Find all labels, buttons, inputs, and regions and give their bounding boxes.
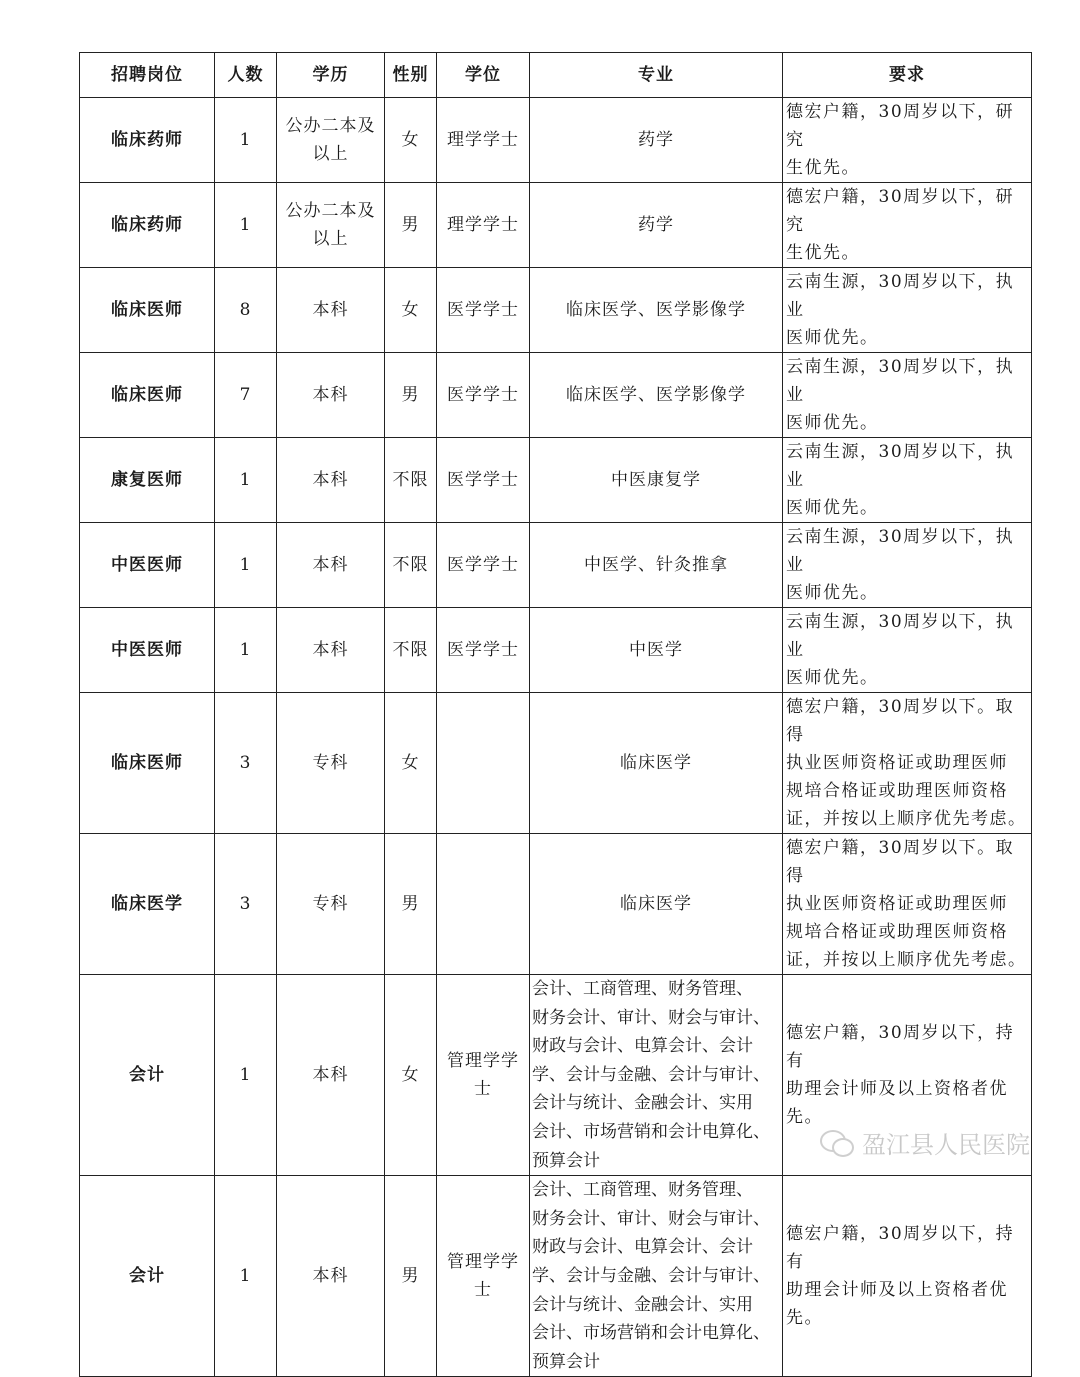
cell-requirement: 云南生源，30周岁以下，执业 医师优先。: [783, 268, 1032, 353]
cell-position: 康复医师: [80, 438, 215, 523]
cell-position: 临床药师: [80, 98, 215, 183]
cell-major: 药学: [530, 98, 783, 183]
cell-degree: 医学学士: [437, 523, 530, 608]
cell-major: 临床医学: [530, 834, 783, 975]
cell-degree: 医学学士: [437, 353, 530, 438]
table-row: [80, 834, 1032, 975]
cell-gender: 不限: [385, 608, 437, 693]
table-row: [80, 353, 1032, 438]
header-education: 学历: [277, 53, 385, 98]
wechat-icon: [820, 1128, 854, 1156]
table-row: [80, 438, 1032, 523]
cell-requirement: 德宏户籍，30周岁以下，持有 助理会计师及以上资格者优 先。: [783, 1176, 1032, 1377]
cell-requirement: 德宏户籍，30周岁以下，持有 助理会计师及以上资格者优 先。: [783, 975, 1032, 1176]
header-major: 专业: [530, 53, 783, 98]
header-gender: 性别: [385, 53, 437, 98]
cell-major: 临床医学、医学影像学: [530, 268, 783, 353]
cell-gender: 男: [385, 353, 437, 438]
cell-education: 本科: [277, 353, 385, 438]
cell-requirement: 德宏户籍，30周岁以下。取得 执业医师资格证或助理医师 规培合格证或助理医师资格 证，并按以上顺序优先考虑。: [783, 834, 1032, 975]
cell-count: 7: [215, 353, 277, 438]
cell-requirement: 德宏户籍，30周岁以下，研究 生优先。: [783, 98, 1032, 183]
watermark: [820, 1124, 1030, 1160]
header-position: 招聘岗位: [80, 53, 215, 98]
cell-gender: 女: [385, 268, 437, 353]
cell-degree: 理学学士: [437, 98, 530, 183]
cell-requirement: 德宏户籍，30周岁以下。取得 执业医师资格证或助理医师 规培合格证或助理医师资格 证，并按以上顺序优先考虑。: [783, 693, 1032, 834]
table-row: [80, 693, 1032, 834]
cell-major: 药学: [530, 183, 783, 268]
cell-major: 会计、工商管理、财务管理、 财务会计、审计、财会与审计、 财政与会计、电算会计、会计 学、会计与金融、会计与审计、 会计与统计、金融会计、实用 会计、市场营销和会计电算化、 预算会计: [530, 975, 783, 1176]
table-header-row: [80, 53, 1032, 98]
cell-major: 临床医学、医学影像学: [530, 353, 783, 438]
cell-degree: [437, 834, 530, 975]
watermark-text: 盈江县人民医院: [862, 1130, 1030, 1159]
header-requirement: 要求: [783, 53, 1032, 98]
cell-gender: 男: [385, 183, 437, 268]
cell-major: 会计、工商管理、财务管理、 财务会计、审计、财会与审计、 财政与会计、电算会计、会计 学、会计与金融、会计与审计、 会计与统计、金融会计、实用 会计、市场营销和会计电算化、 预算会计: [530, 1176, 783, 1377]
cell-position: 中医医师: [80, 523, 215, 608]
cell-education: 本科: [277, 438, 385, 523]
table-row: [80, 523, 1032, 608]
cell-degree: 医学学士: [437, 268, 530, 353]
cell-education: 本科: [277, 975, 385, 1176]
cell-education: 公办二本及 以上: [277, 183, 385, 268]
cell-position: 临床医师: [80, 353, 215, 438]
cell-position: 临床医师: [80, 693, 215, 834]
cell-gender: 男: [385, 834, 437, 975]
cell-education: 本科: [277, 1176, 385, 1377]
table-row: [80, 1176, 1032, 1377]
recruitment-table: [79, 52, 1032, 1377]
cell-education: 专科: [277, 834, 385, 975]
cell-degree: [437, 693, 530, 834]
cell-count: 1: [215, 975, 277, 1176]
cell-education: 公办二本及 以上: [277, 98, 385, 183]
cell-education: 本科: [277, 268, 385, 353]
cell-major: 中医学、针灸推拿: [530, 523, 783, 608]
cell-requirement: 云南生源，30周岁以下，执业 医师优先。: [783, 608, 1032, 693]
table-row: [80, 608, 1032, 693]
cell-major: 临床医学: [530, 693, 783, 834]
cell-position: 临床药师: [80, 183, 215, 268]
cell-count: 1: [215, 608, 277, 693]
cell-count: 3: [215, 834, 277, 975]
cell-degree: 医学学士: [437, 608, 530, 693]
cell-count: 1: [215, 98, 277, 183]
cell-position: 中医医师: [80, 608, 215, 693]
cell-count: 8: [215, 268, 277, 353]
cell-position: 临床医学: [80, 834, 215, 975]
cell-degree: 医学学士: [437, 438, 530, 523]
cell-count: 1: [215, 183, 277, 268]
cell-gender: 女: [385, 975, 437, 1176]
cell-degree: 理学学士: [437, 183, 530, 268]
cell-position: 会计: [80, 1176, 215, 1377]
cell-requirement: 德宏户籍，30周岁以下，研究 生优先。: [783, 183, 1032, 268]
cell-education: 专科: [277, 693, 385, 834]
table-row: [80, 268, 1032, 353]
cell-count: 1: [215, 1176, 277, 1377]
cell-requirement: 云南生源，30周岁以下，执业 医师优先。: [783, 353, 1032, 438]
cell-gender: 不限: [385, 523, 437, 608]
cell-major: 中医康复学: [530, 438, 783, 523]
table-row: [80, 98, 1032, 183]
cell-count: 1: [215, 438, 277, 523]
cell-position: 会计: [80, 975, 215, 1176]
cell-degree: 管理学学 士: [437, 1176, 530, 1377]
cell-gender: 女: [385, 98, 437, 183]
cell-gender: 男: [385, 1176, 437, 1377]
cell-requirement: 云南生源，30周岁以下，执业 医师优先。: [783, 438, 1032, 523]
cell-education: 本科: [277, 523, 385, 608]
cell-education: 本科: [277, 608, 385, 693]
header-count: 人数: [215, 53, 277, 98]
cell-count: 1: [215, 523, 277, 608]
header-degree: 学位: [437, 53, 530, 98]
cell-gender: 女: [385, 693, 437, 834]
cell-major: 中医学: [530, 608, 783, 693]
cell-gender: 不限: [385, 438, 437, 523]
cell-degree: 管理学学 士: [437, 975, 530, 1176]
table-row: [80, 183, 1032, 268]
cell-requirement: 云南生源，30周岁以下，执业 医师优先。: [783, 523, 1032, 608]
cell-position: 临床医师: [80, 268, 215, 353]
cell-count: 3: [215, 693, 277, 834]
